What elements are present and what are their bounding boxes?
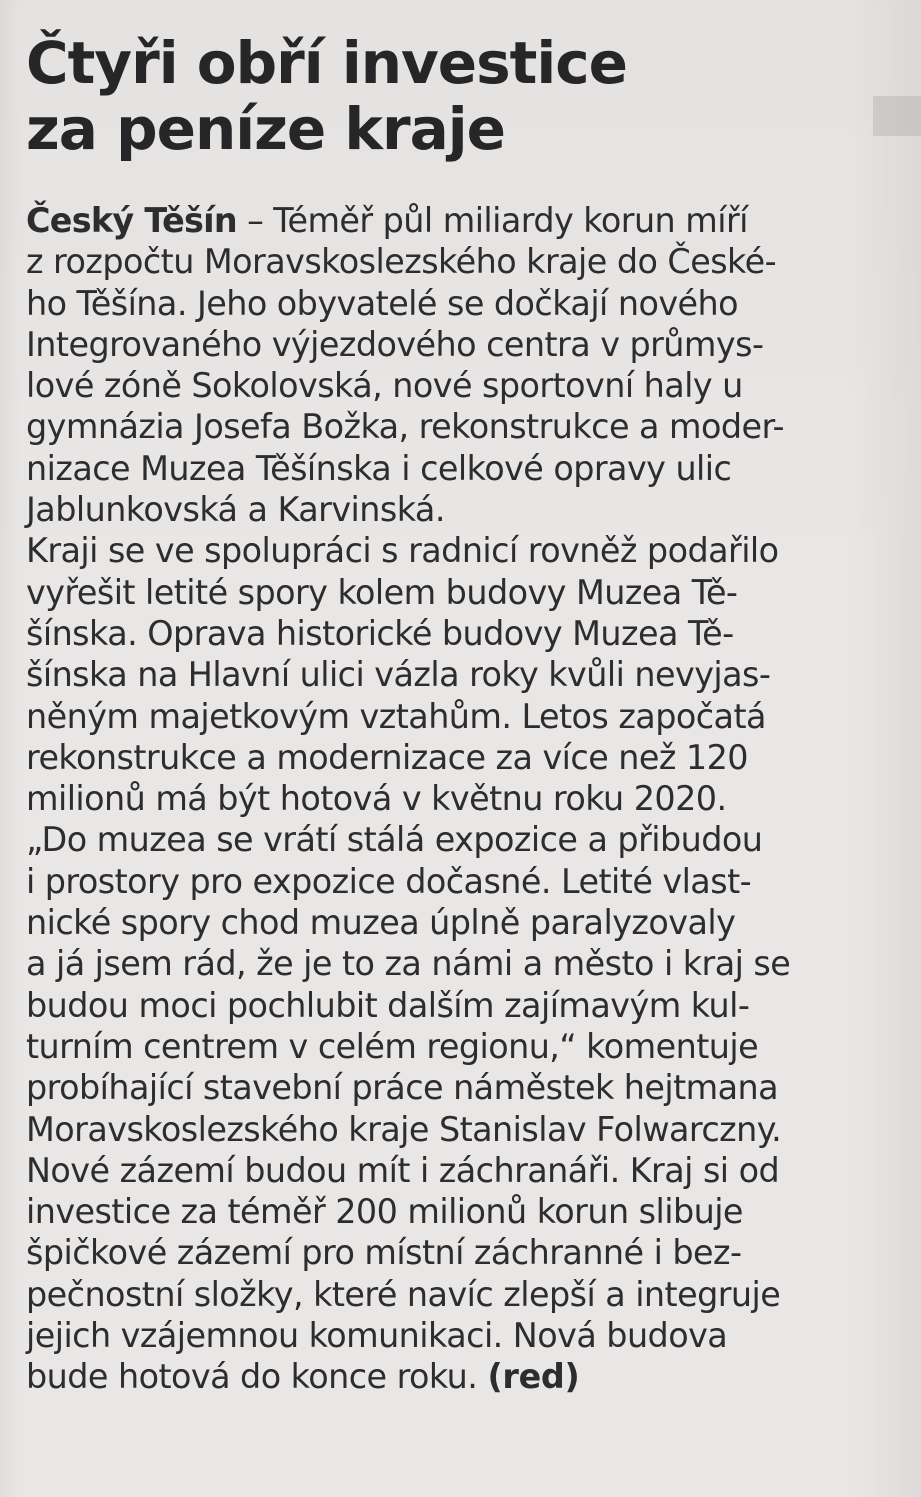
author-signoff: (red) <box>487 1357 580 1397</box>
article-dateline: Český Těšín <box>26 201 238 240</box>
article-line: a já jsem rád, že je to za námi a město i kraj se <box>26 944 791 984</box>
article-line: něným majetkovým vztahům. Letos započatá <box>26 696 766 736</box>
news-article <box>26 30 898 1398</box>
article-headline: Čtyři obří investice za peníze kraje <box>26 29 627 163</box>
article-line: Jablunkovská a Karvinská. <box>26 490 445 530</box>
article-line: Moravskoslezského kraje Stanislav Folwarczny. <box>26 1109 782 1149</box>
article-line: rekonstrukce a modernizace za více než 120 <box>26 737 748 777</box>
article-line <box>26 1356 898 1397</box>
article-line: Kraji se ve spolupráci s radnicí rovněž podařilo <box>26 531 779 571</box>
article-line: lové zóně Sokolovská, nové sportovní haly u <box>26 366 743 406</box>
article-line <box>26 200 898 241</box>
article-body <box>26 200 898 1398</box>
article-line: jejich vzájemnou komunikaci. Nová budova <box>26 1316 728 1356</box>
article-line: špičkové zázemí pro místní záchranné i bez- <box>26 1233 742 1273</box>
article-line: pečnostní složky, které navíc zlepší a integruje <box>26 1274 781 1314</box>
article-line: z rozpočtu Moravskoslezského kraje do České- <box>26 242 777 282</box>
article-line: probíhající stavební práce náměstek hejtmana <box>26 1068 779 1108</box>
article-line: Integrovaného výjezdového centra v průmys- <box>26 324 764 364</box>
article-line-text: bude hotová do konce roku. <box>26 1357 488 1397</box>
article-line: milionů má být hotová v květnu roku 2020. <box>26 779 727 819</box>
article-line: nizace Muzea Těšínska i celkové opravy ulic <box>26 448 732 488</box>
article-line: Nové zázemí budou mít i záchranáři. Kraj si od <box>26 1150 780 1190</box>
article-line: nické spory chod muzea úplně paralyzovaly <box>26 903 736 943</box>
article-line: „Do muzea se vrátí stálá expozice a přibudou <box>26 820 763 860</box>
article-line: turním centrem v celém regionu,“ komentuje <box>26 1026 759 1066</box>
article-line: šínska. Oprava historické budovy Muzea Tě- <box>26 613 734 653</box>
article-line: i prostory pro expozice dočasné. Letité vlast- <box>26 861 752 901</box>
article-line: gymnázia Josefa Božka, rekonstrukce a moder- <box>26 407 785 447</box>
article-line: ho Těšína. Jeho obyvatelé se dočkají nového <box>26 283 739 323</box>
article-line: investice za téměř 200 milionů korun slibuje <box>26 1192 743 1232</box>
article-line: vyřešit letité spory kolem budovy Muzea Tě- <box>26 572 738 612</box>
article-line: šínska na Hlavní ulici vázla roky kvůli nevyjas- <box>26 655 771 695</box>
article-line: budou moci pochlubit dalším zajímavým kul- <box>26 985 750 1025</box>
article-line-text: – Téměř půl miliardy korun míří <box>237 201 748 240</box>
